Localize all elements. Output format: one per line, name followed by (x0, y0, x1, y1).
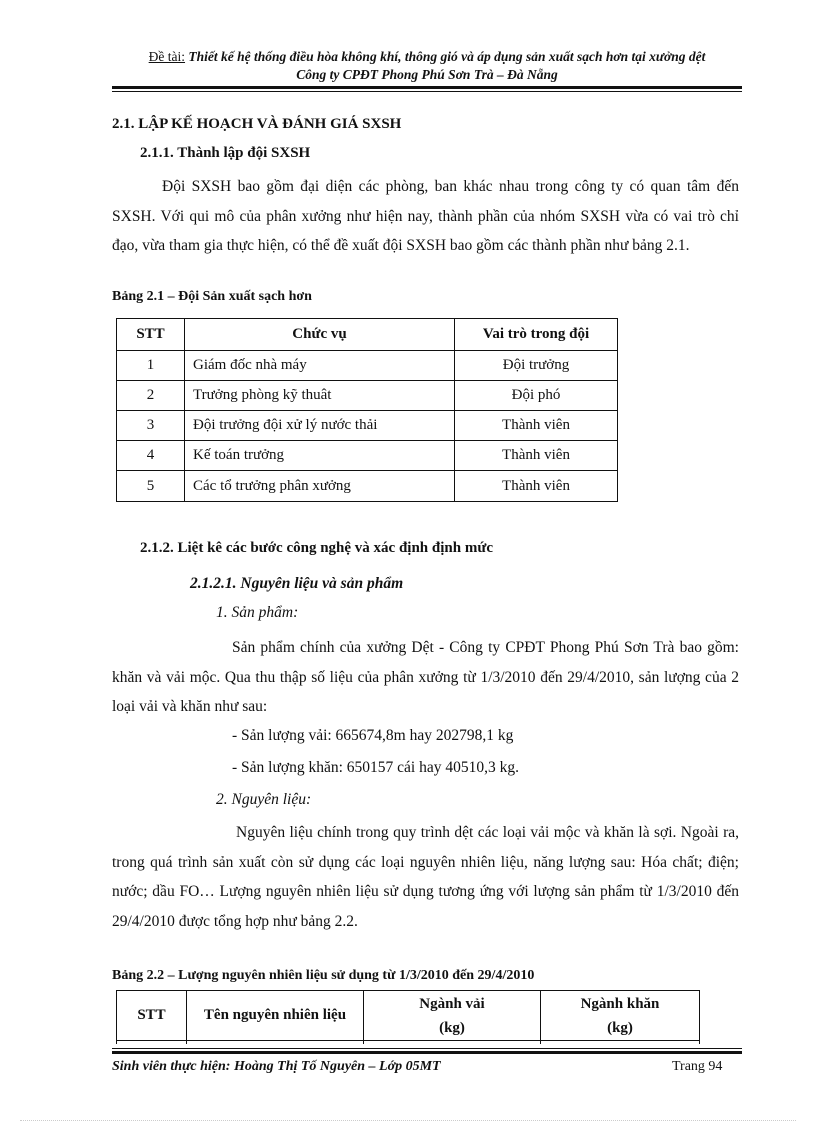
bullet-towel-output: - Sản lượng khăn: 650157 cái hay 40510,3 kg. (232, 759, 519, 776)
table-cell: Giám đốc nhà máy (185, 351, 455, 381)
table-cell: Kế toán trưởng (185, 441, 455, 471)
table2-header-towel (541, 991, 700, 1041)
table-materials (116, 990, 700, 1044)
item-materials: 2. Nguyên liệu: (216, 791, 312, 808)
table2-clip (116, 990, 706, 1044)
section-heading: 2.1. LẬP KẾ HOẠCH VÀ ĐÁNH GIÁ SXSH (112, 116, 402, 132)
footer-rule-thick (112, 1051, 742, 1054)
item-products: 1. Sản phẩm: (216, 604, 299, 621)
table-cell: 3 (117, 411, 185, 441)
paragraph-3: Nguyên liệu chính trong quy trình dệt các loại vải mộc và khăn là sợi. Ngoài ra, trong quá trình sản xuất còn sử dụng các loại nguyên nhiên liệu, năng lượng sau: Hóa chất; điện; nước; dầu FO… Lượng nguyên nhiên liệu sử dụng tương ứng với lượng sản phẩm từ 1/3/2010 đến 29/4/2010 được tổng hợp như bảng 2.2. (112, 824, 739, 930)
table2-header-towel-unit: (kg) (607, 1019, 633, 1036)
table2-header-fabric-label: Ngành vải (419, 995, 485, 1012)
subsection-heading-2: 2.1.2. Liệt kê các bước công nghệ và xác định định mức (140, 540, 493, 556)
footer-author: Sinh viên thực hiện: Hoàng Thị Tố Nguyên – Lớp 05MT (112, 1059, 441, 1074)
header-rule-thin (112, 91, 742, 92)
footer-page-number: Trang 94 (672, 1059, 723, 1074)
table2-header-stt: STT (117, 991, 187, 1041)
subsection-heading-2-1: 2.1.2.1. Nguyên liệu và sản phẩm (190, 575, 404, 592)
table2-header-fabric-unit: (kg) (439, 1019, 465, 1036)
table-cell: Đội trưởng đội xử lý nước thải (185, 411, 455, 441)
header-label: Đề tài: (148, 49, 186, 64)
table2-caption: Bảng 2.2 – Lượng nguyên nhiên liệu sử dụng từ 1/3/2010 đến 29/4/2010 (112, 968, 535, 983)
table2-header-name: Tên nguyên nhiên liệu (187, 991, 364, 1041)
table2-header-towel-label: Ngành khăn (580, 995, 660, 1012)
table-cell: 5 (117, 471, 185, 502)
running-header (112, 48, 742, 84)
table1-header-row (117, 319, 618, 351)
table2-header-row (117, 991, 700, 1041)
footer-rule-thin (112, 1048, 742, 1049)
paragraph-2: Sản phẩm chính của xưởng Dệt - Công ty CPĐT Phong Phú Sơn Trà bao gồm: khăn và vải mộc. Qua thu thập số liệu của phân xưởng từ 1/3/2010 đến 29/4/2010, sản lượng của 2 loại vải và khăn như sau: (112, 639, 739, 715)
table-cell: Các tổ trưởng phân xưởng (185, 471, 455, 502)
paragraph-1: Đội SXSH bao gồm đại diện các phòng, ban khác nhau trong công ty có quan tâm đến SXSH. Với qui mô của phân xưởng như hiện nay, thành phần của nhóm SXSH vừa có vai trò chỉ đạo, vừa tham gia thực hiện, có thể đề xuất đội SXSH bao gồm các thành phần như bảng 2.1. (112, 178, 739, 254)
table1-header-stt: STT (117, 319, 185, 351)
table-row (117, 411, 618, 441)
table-cell: Đội phó (455, 381, 618, 411)
page-edge-divider (20, 1120, 796, 1121)
table-row (117, 471, 618, 502)
table-row (117, 381, 618, 411)
subsection-heading-1: 2.1.1. Thành lập đội SXSH (140, 145, 311, 161)
table-cell: 2 (117, 381, 185, 411)
table-row (117, 351, 618, 381)
header-title-line2: Công ty CPĐT Phong Phú Sơn Trà – Đà Nẵng (296, 67, 558, 82)
table2-header-fabric (364, 991, 541, 1041)
header-title-line1: Thiết kế hệ thống điều hòa không khí, thông gió và áp dụng sản xuất sạch hơn tại xưởng dệt (188, 49, 706, 64)
table-cell: 4 (117, 441, 185, 471)
table-cell: 1 (117, 351, 185, 381)
table-row (117, 1041, 700, 1045)
table-cell: Đội trưởng (455, 351, 618, 381)
table-cell: Thành viên (455, 441, 618, 471)
bullet-fabric-output: - Sản lượng vải: 665674,8m hay 202798,1 kg (232, 727, 514, 744)
header-rule-thick (112, 86, 742, 89)
table-team (116, 318, 618, 502)
table-cell: Thành viên (455, 471, 618, 502)
table-cell: Thành viên (455, 411, 618, 441)
table-row (117, 441, 618, 471)
table1-header-role: Chức vụ (185, 319, 455, 351)
table-cell: Trưởng phòng kỹ thuât (185, 381, 455, 411)
table1-caption: Bảng 2.1 – Đội Sản xuất sạch hơn (112, 289, 312, 304)
table1-header-duty: Vai trò trong đội (455, 319, 618, 351)
